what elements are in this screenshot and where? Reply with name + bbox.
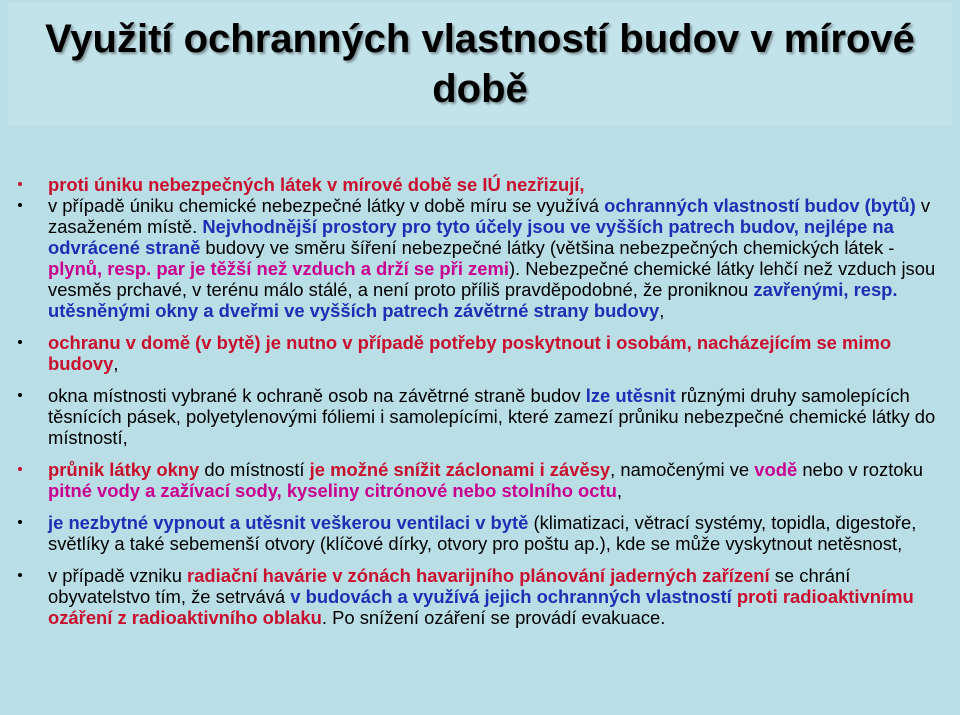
item-text: v případě vzniku: [48, 565, 188, 586]
item-text: ,: [659, 300, 665, 321]
item-text-highlight: proti radioaktivnímu ozáření z radioaktivního oblaku: [48, 586, 914, 628]
item-text-highlight: vodě: [754, 459, 798, 480]
item-text: budovy ve směru šíření nebezpečné látky (většina nebezpečných chemických látek -: [200, 237, 895, 258]
item-text-highlight: je možné snížit záclonami i závěsy: [309, 459, 611, 480]
bullet-icon: [14, 565, 48, 586]
item-text: proti úniku nebezpečných látek v mírové době se IÚ nezřizují,: [48, 174, 585, 195]
list-item: [14, 332, 950, 374]
item-text-highlight: plynů, resp. par je těžší než vzduch a drží se při zemi: [48, 258, 509, 279]
page-title: Využití ochranných vlastností budov v mírové době: [45, 16, 915, 111]
item-text: . Po snížení ozáření se provádí evakuace.: [321, 607, 666, 628]
item-text-highlight: pitné vody a zažívací sody, kyseliny citrónové nebo stolního octu: [48, 480, 617, 501]
item-text: nebo v roztoku: [797, 459, 923, 480]
item-text-highlight: zavřenými, resp. utěsněnými okny a dveřmi ve vyšších patrech závětrné strany budovy: [48, 279, 898, 321]
list-item: [14, 459, 950, 501]
item-text: se chrání obyvatelstvo tím, že setrvává: [48, 565, 851, 607]
item-text: , namočenými ve: [610, 459, 755, 480]
item-text: ). Nebezpečné chemické látky lehčí než vzduch jsou vesměs prchavé, v terénu málo stálé, a není proto příliš pravděpodobné, že proniknou: [48, 258, 936, 300]
bullet-icon: [14, 385, 48, 406]
item-text: (klimatizaci, větrací systémy, topidla, digestoře, světlíky a také sebemenší otvory (klíčové dírky, otvory pro poštu ap.), kde se může vyskytnout netěsnost,: [48, 512, 917, 554]
list-item: [14, 565, 950, 628]
list-item: [14, 174, 950, 195]
list-item: [14, 195, 950, 321]
list-item: [14, 512, 950, 554]
item-text: různými druhy samolepících těsnících pásek, polyetylenovými fóliemi i samolepícími, které zamezí průniku nebezpečné chemické látky do místností,: [48, 385, 936, 448]
item-text-highlight: ochranných vlastností budov (bytů): [604, 195, 916, 216]
title-box: [8, 2, 952, 125]
bullet-icon: [14, 512, 48, 533]
item-text-highlight: průnik látky okny: [48, 459, 200, 480]
item-text-highlight: je nezbytné vypnout a utěsnit veškerou ventilaci v bytě: [48, 512, 529, 533]
bullet-icon: [14, 195, 48, 216]
bullet-list: [14, 174, 950, 628]
item-text-highlight: v budovách a využívá jejich ochranných vlastností: [290, 586, 732, 607]
list-item: [14, 385, 950, 448]
item-text-highlight: ochranu v domě (v bytě) je nutno v případě potřeby poskytnout i osobám, nacházejícím se mimo budovy: [48, 332, 892, 374]
item-text: do místností: [199, 459, 310, 480]
item-text-highlight: Nejvhodnější prostory pro tyto účely jsou ve vyšších patrech budov, nejlépe na odvrácené straně: [48, 216, 894, 258]
item-text-highlight: radiační havárie v zónách havarijního plánování jaderných zařízení: [187, 565, 770, 586]
item-text: ,: [616, 480, 623, 501]
bullet-icon: [14, 332, 48, 353]
bullet-icon: [14, 174, 48, 195]
item-text-highlight: lze utěsnit: [585, 385, 676, 406]
item-text: okna místnosti vybrané k ochraně osob na závětrné straně budov: [48, 385, 586, 406]
item-text: v případě úniku chemické nebezpečné látky v době míru se využívá: [48, 195, 605, 216]
bullet-icon: [14, 459, 48, 480]
item-text: ,: [113, 353, 119, 374]
item-text: v zasaženém místě.: [48, 195, 931, 237]
